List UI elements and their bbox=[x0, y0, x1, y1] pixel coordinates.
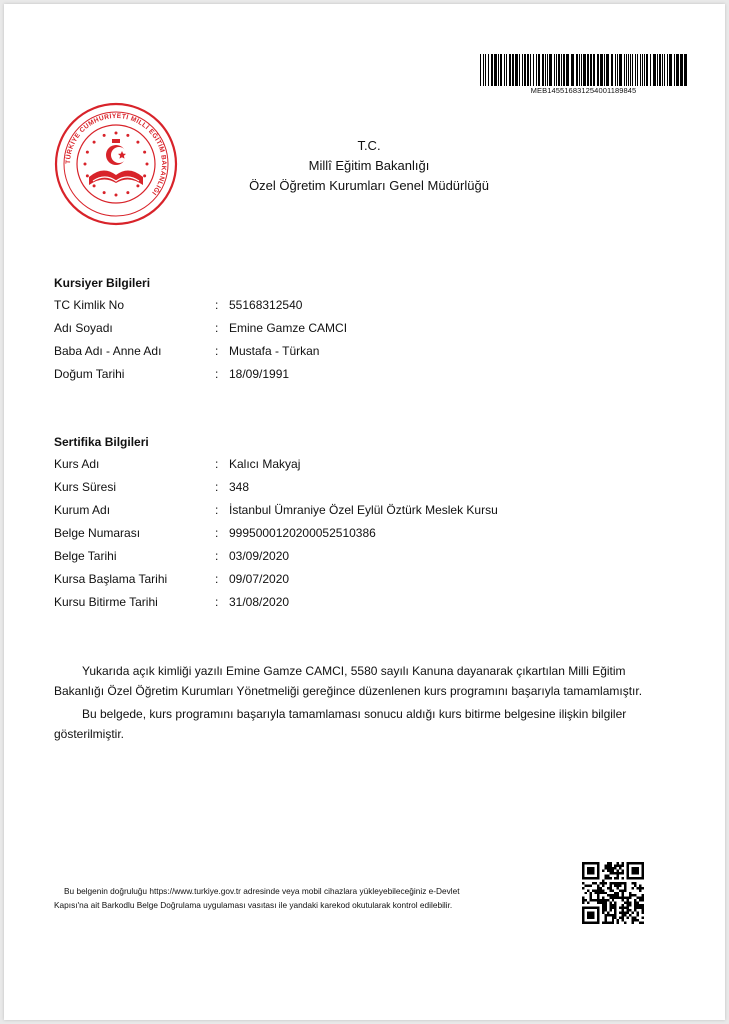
row-value: 03/09/2020 bbox=[229, 549, 290, 563]
info-row bbox=[54, 298, 674, 314]
row-colon: : bbox=[215, 321, 219, 335]
row-colon: : bbox=[215, 572, 219, 586]
row-value: Kalıcı Makyaj bbox=[229, 457, 301, 471]
body-paragraph-2-text: Bu belgede, kurs programını başarıyla tamamlaması sonucu aldığı kurs bitirme belgesine ilişkin bilgiler gösterilmiştir. bbox=[54, 707, 627, 741]
row-label: Kursu Bitirme Tarihi bbox=[54, 595, 158, 609]
row-label: Kursa Başlama Tarihi bbox=[54, 572, 168, 586]
ministry-seal-logo bbox=[53, 101, 179, 227]
row-value: Mustafa - Türkan bbox=[229, 344, 320, 358]
row-label: Kurum Adı bbox=[54, 503, 111, 517]
info-row bbox=[54, 549, 674, 565]
row-colon: : bbox=[215, 526, 219, 540]
row-label: Belge Numarası bbox=[54, 526, 141, 540]
verification-note bbox=[54, 884, 554, 912]
barcode-number: MEB14551683125400118984​5 bbox=[530, 86, 637, 95]
row-label: Baba Adı - Anne Adı bbox=[54, 344, 162, 358]
row-value: Emine Gamze CAMCI bbox=[229, 321, 348, 335]
verification-note-line1: Bu belgenin doğruluğu https://www.turkiye.gov.tr adresinde veya mobil cihazlara yükleyebileceğiniz e-Devlet bbox=[64, 886, 460, 896]
document-page bbox=[4, 4, 725, 1020]
row-value: 09/07/2020 bbox=[229, 572, 290, 586]
row-value: 348 bbox=[229, 480, 250, 494]
row-colon: : bbox=[215, 457, 219, 471]
row-value: 55168312540 bbox=[229, 298, 303, 312]
info-row bbox=[54, 526, 674, 542]
section-title-sertifika: Sertifika Bilgileri bbox=[54, 435, 149, 449]
info-row bbox=[54, 367, 674, 383]
row-colon: : bbox=[215, 503, 219, 517]
row-value: 99950001202000525103​86 bbox=[229, 526, 376, 540]
row-colon: : bbox=[215, 549, 219, 563]
info-row bbox=[54, 457, 674, 473]
info-row bbox=[54, 572, 674, 588]
section-title-kursiyer: Kursiyer Bilgileri bbox=[54, 276, 151, 290]
qr-code[interactable] bbox=[582, 862, 644, 924]
row-colon: : bbox=[215, 367, 219, 381]
document-header bbox=[219, 136, 519, 196]
info-row bbox=[54, 321, 674, 337]
header-ministry: Millî Eğitim Bakanlığı bbox=[308, 158, 430, 173]
info-row bbox=[54, 480, 674, 496]
row-colon: : bbox=[215, 344, 219, 358]
body-paragraph-2 bbox=[54, 704, 666, 744]
info-row bbox=[54, 344, 674, 360]
row-colon: : bbox=[215, 298, 219, 312]
verification-note-line2: Kapısı'na ait Barkodlu Belge Doğrulama uygulaması vasıtası ile yandaki karekod okutularak kontrol edilebilir. bbox=[54, 900, 453, 910]
info-row bbox=[54, 503, 674, 519]
row-label: Doğum Tarihi bbox=[54, 367, 125, 381]
info-row bbox=[54, 595, 674, 611]
row-label: Kurs Adı bbox=[54, 457, 100, 471]
svg-text:TÜRKİYE CUMHURİYETİ MİLLÎ EĞİT: TÜRKİYE CUMHURİYETİ MİLLÎ EĞİTİM BAKANLIĞI bbox=[64, 112, 168, 197]
header-tc: T.C. bbox=[357, 138, 381, 153]
barcode bbox=[480, 54, 687, 86]
row-colon: : bbox=[215, 480, 219, 494]
row-value: İstanbul Ümraniye Özel Eylül Öztürk Meslek Kursu bbox=[229, 503, 498, 517]
row-colon: : bbox=[215, 595, 219, 609]
header-directorate: Özel Öğretim Kurumları Genel Müdürlüğü bbox=[249, 178, 489, 193]
row-value: 18/09/1991 bbox=[229, 367, 290, 381]
row-label: Belge Tarihi bbox=[54, 549, 117, 563]
row-label: TC Kimlik No bbox=[54, 298, 125, 312]
body-paragraph-1 bbox=[54, 661, 666, 701]
row-value: 31/08/2020 bbox=[229, 595, 290, 609]
body-paragraph-1-text: Yukarıda açık kimliği yazılı Emine Gamze CAMCI, 5580 sayılı Kanuna dayanarak çıkartılan Milli Eğitim Bakanlığı Özel Öğretim Kurumları Yönetmeliği gereğince düzenlenen kurs programını başarıyla tamamlamıştır. bbox=[54, 664, 643, 698]
row-label: Adı Soyadı bbox=[54, 321, 113, 335]
row-label: Kurs Süresi bbox=[54, 480, 117, 494]
